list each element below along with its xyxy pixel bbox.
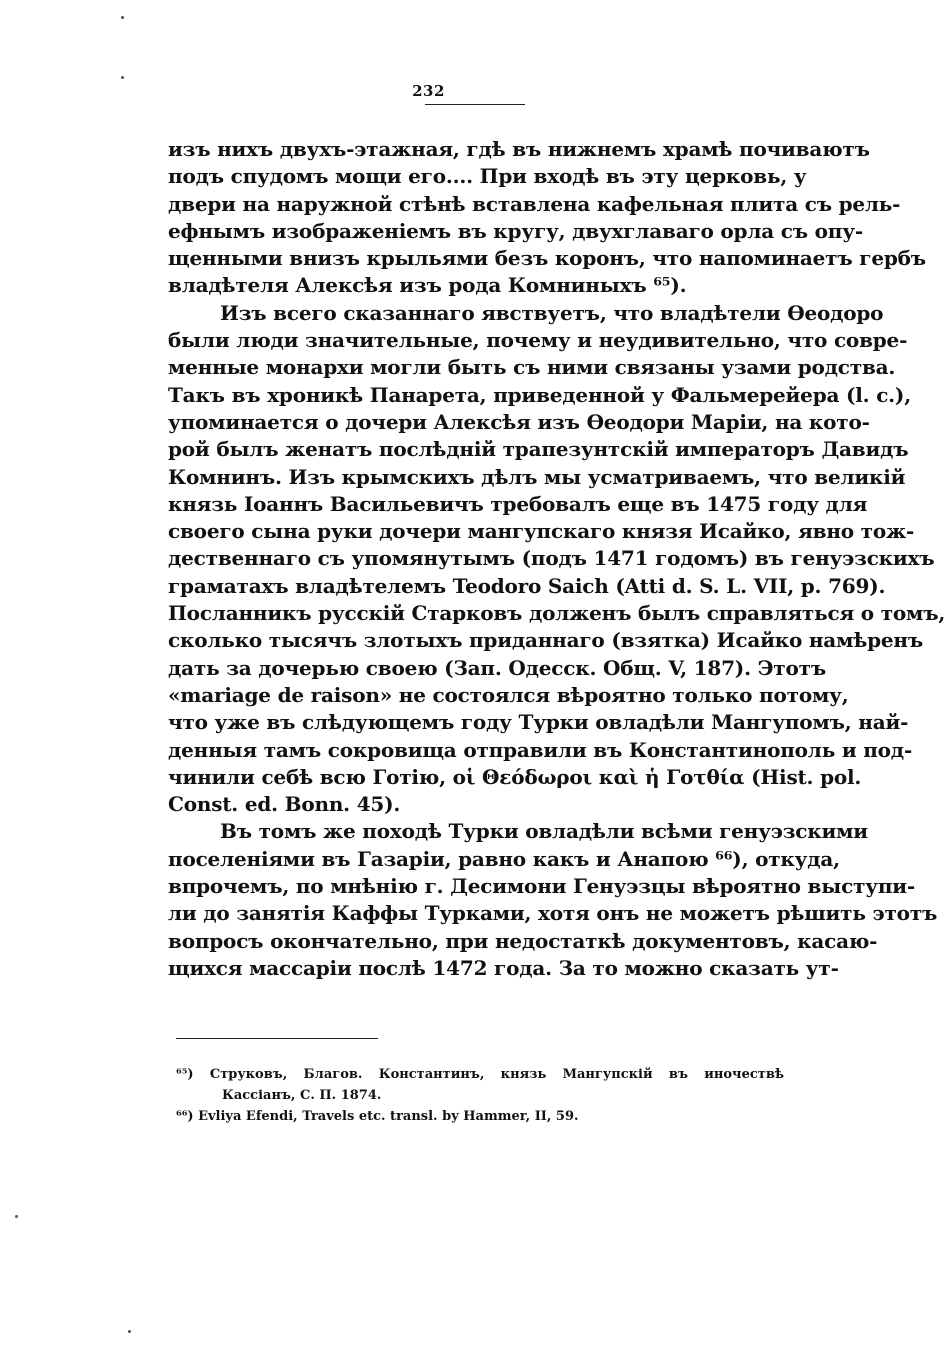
text-line: поселеніями въ Газаріи, равно какъ и Анапою ⁶⁶), откуда, <box>168 846 840 871</box>
scan-speck <box>121 16 124 19</box>
text-line: своего сына руки дочери мангупскаго князя Исайко, явно тож- <box>168 519 915 544</box>
scan-speck <box>121 76 124 79</box>
footnote-line: Кассіанъ, С. П. 1874. <box>222 1088 382 1103</box>
text-line: дать за дочерью своею (Зап. Одесск. Общ. V, 187). Этотъ <box>168 655 826 680</box>
text-line: ли до занятія Каффы Турками, хотя онъ не можетъ рѣшить этотъ <box>168 901 938 926</box>
text-line: князь Іоаннъ Васильевичъ требовалъ еще въ 1475 году для <box>168 491 868 516</box>
scan-speck <box>128 1330 131 1333</box>
header-rule <box>425 104 525 105</box>
text-line: сколько тысячъ злотыхъ приданнаго (взятка) Исайко намѣренъ <box>168 628 923 653</box>
text-line: упоминается о дочери Алексѣя изъ Ѳеодори Маріи, на кото- <box>168 409 870 434</box>
text-line: двери на наружной стѣнѣ вставлена кафельная плита съ рель- <box>168 191 901 216</box>
text-line: владѣтеля Алексѣя изъ рода Комниныхъ ⁶⁵). <box>168 273 687 298</box>
footnote-rule <box>176 1038 378 1039</box>
text-line: Изъ всего сказаннаго явствуетъ, что владѣтели Ѳеодоро <box>220 300 884 325</box>
text-line: Въ томъ же походѣ Турки овладѣли всѣми генуэзскими <box>220 819 868 844</box>
text-line: дественнаго съ упомянутымъ (подъ 1471 годомъ) въ генуэзскихъ <box>168 546 935 571</box>
text-line: «mariage de raison» не состоялся вѣроятно только потому, <box>168 682 849 707</box>
scan-speck <box>15 1215 18 1218</box>
footnote-line: ⁶⁶) Evliya Efendi, Travels etc. transl. by Hammer, II, 59. <box>176 1109 579 1124</box>
text-line: щенными внизъ крыльями безъ коронъ, что напоминаетъ гербъ <box>168 246 926 271</box>
text-line: изъ нихъ двухъ-этажная, гдѣ въ нижнемъ храмѣ почиваютъ <box>168 137 870 161</box>
text-line: были люди значительные, почему и неудивительно, что совре- <box>168 328 908 353</box>
text-line: Посланникъ русскій Старковъ долженъ былъ справляться о томъ, <box>168 601 945 626</box>
text-line: денныя тамъ сокровища отправили въ Константинополь и под- <box>168 737 913 762</box>
body-text <box>168 136 945 982</box>
text-line: рой былъ женатъ послѣдній трапезунтскій императоръ Давидъ <box>168 437 909 462</box>
text-line: менные монархи могли быть съ ними связаны узами родства. <box>168 355 896 380</box>
text-line: щихся массаріи послѣ 1472 года. За то можно сказать ут- <box>168 955 839 980</box>
footnote-line: ⁶⁵) Струковъ, Благов. Константинъ, князь Мангупскій въ иночествѣ <box>176 1067 784 1082</box>
text-line: граматахъ владѣтелемъ Teodoro Saich (Atti d. S. L. VII, p. 769). <box>168 573 886 598</box>
text-line: Такъ въ хроникѣ Панарета, приведенной у Фальмерейера (l. c.), <box>168 382 911 407</box>
text-line: впрочемъ, по мнѣнію г. Десимони Генуэзцы вѣроятно выступи- <box>168 874 916 899</box>
text-line: Const. ed. Bonn. 45). <box>168 792 401 817</box>
footnotes <box>176 1064 784 1127</box>
text-line: подъ спудомъ мощи его.... При входѣ въ эту церковь, у <box>168 164 807 189</box>
text-line: чинили себѣ всю Готію, οἱ Θεόδωροι καὶ ἡ Γοτθία (Hist. pol. <box>168 764 862 789</box>
text-line: вопросъ окончательно, при недостаткѣ документовъ, касаю- <box>168 928 878 953</box>
text-line: ефнымъ изображеніемъ въ кругу, двухглаваго орла съ опу- <box>168 218 863 243</box>
page-number: 232 <box>412 82 445 100</box>
text-line: Комнинъ. Изъ крымскихъ дѣлъ мы усматриваемъ, что великій <box>168 464 906 489</box>
text-line: что уже въ слѣдующемъ году Турки овладѣли Мангупомъ, най- <box>168 710 909 735</box>
